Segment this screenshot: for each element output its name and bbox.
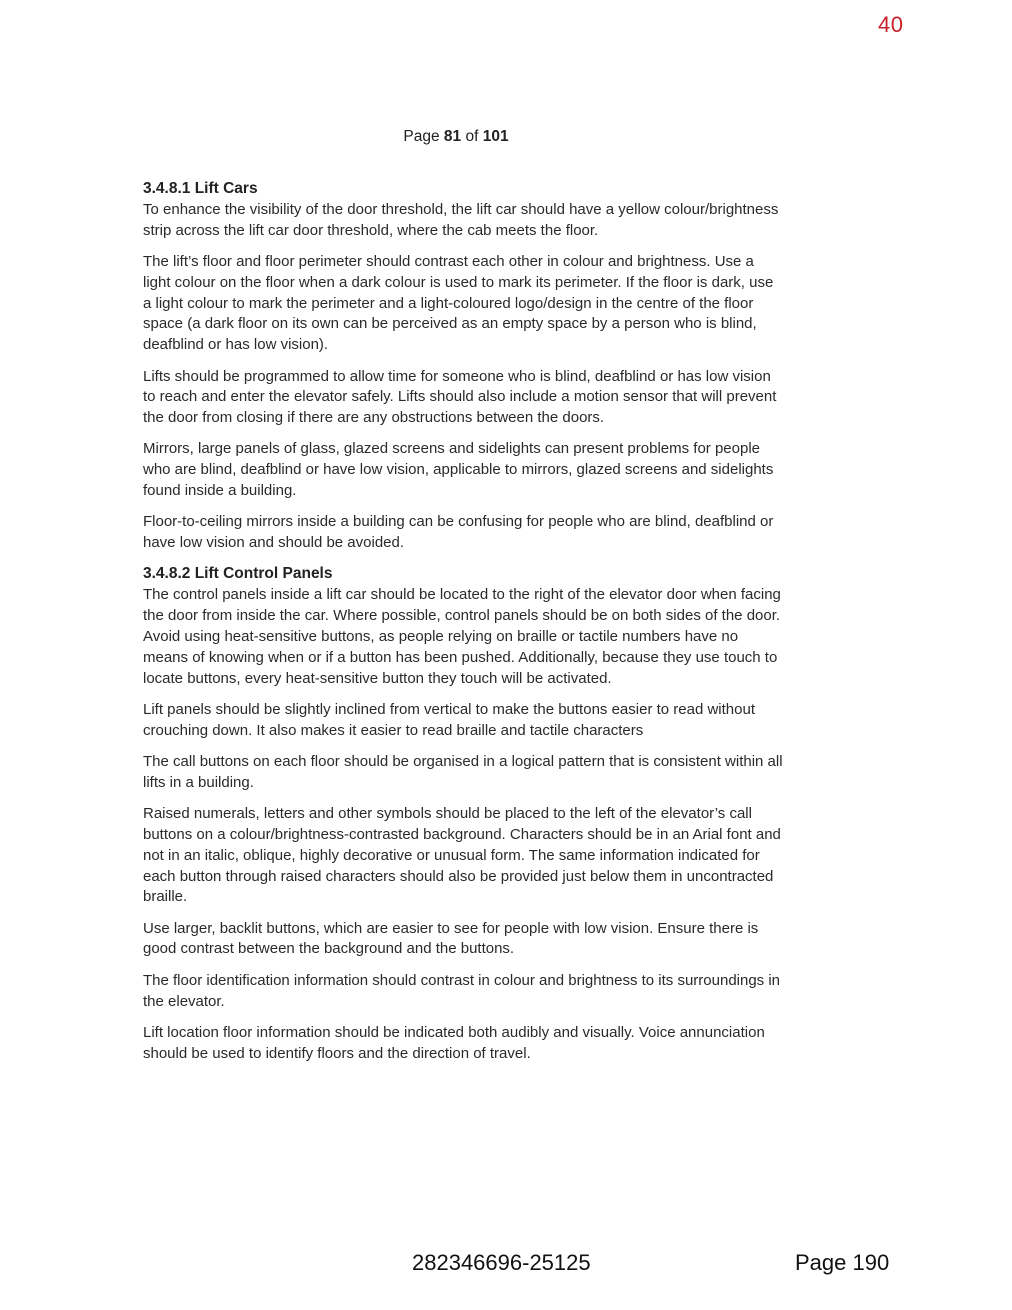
paragraph: Use larger, backlit buttons, which are easier to see for people with low vision. Ensure there is good contrast between the background and the buttons.: [143, 919, 759, 958]
paragraph: The control panels inside a lift car should be located to the right of the elevator door when facing the door from inside the car. Where possible, control panels should be on both sides of the door. Avoid using heat-sensitive buttons, as people relying on braille or tactile numbers have no means of knowing when or if a button has been pushed. Additionally, because they use touch to locate buttons, every heat-sensitive button they touch will be activated.: [143, 586, 781, 687]
section-lift-control-panels: [143, 564, 783, 1064]
page-of: of: [465, 128, 479, 145]
paragraph: Raised numerals, letters and other symbols should be placed to the left of the elevator’s call buttons on a colour/brightness-contrasted background. Characters should be in an Arial font and not in an italic, oblique, highly decorative or unusual form. The same information indicated for each button through raised characters should also be provided just below them in uncontracted braille.: [143, 805, 781, 906]
paragraph: Mirrors, large panels of glass, glazed screens and sidelights can present problems for people who are blind, deafblind or have low vision, applicable to mirrors, glazed screens and sidelights found inside a building.: [143, 440, 774, 500]
footer-page-label: Page 190: [795, 1250, 890, 1275]
page-total: 101: [482, 128, 509, 145]
paragraph: The call buttons on each floor should be organised in a logical pattern that is consistent within all lifts in a building.: [143, 753, 783, 791]
section-heading: 3.4.8.1 Lift Cars: [143, 180, 258, 197]
paragraph: The lift’s floor and floor perimeter should contrast each other in colour and brightness. Use a light colour on the floor when a dark colour is used to mark its perimeter. If the floor is dark, use a light colour to mark the perimeter and a light-coloured logo/design in the centre of the floor space (a dark floor on its own can be perceived as an empty space by a person who is blind, deafblind or has low vision).: [143, 253, 774, 354]
footer-document-id: 282346696-25125: [412, 1250, 591, 1275]
section-lift-cars: [143, 179, 783, 554]
page-current: 81: [443, 128, 462, 145]
page-header: [0, 128, 912, 146]
paragraph: Lifts should be programmed to allow time for someone who is blind, deafblind or has low vision to reach and enter the elevator safely. Lifts should also include a motion sensor that will prevent the door from closing if there are any obstructions between the doors.: [143, 367, 777, 427]
document-body: [143, 179, 783, 1075]
paragraph: Lift panels should be slightly inclined from vertical to make the buttons easier to read without crouching down. It also makes it easier to read braille and tactile characters: [143, 700, 755, 739]
paragraph: To enhance the visibility of the door threshold, the lift car should have a yellow colour/brightness strip across the lift car door threshold, where the cab meets the floor.: [143, 201, 779, 239]
paragraph: Lift location floor information should be indicated both audibly and visually. Voice annunciation should be used to identify floors and the direction of travel.: [143, 1023, 765, 1062]
paragraph: The floor identification information should contrast in colour and brightness to its surroundings in the elevator.: [143, 971, 781, 1010]
section-heading: 3.4.8.2 Lift Control Panels: [143, 565, 333, 583]
corner-page-number: 40: [878, 12, 904, 37]
page-prefix: Page: [403, 128, 440, 145]
paragraph: Floor-to-ceiling mirrors inside a building can be confusing for people who are blind, deafblind or have low vision and should be avoided.: [143, 513, 774, 552]
